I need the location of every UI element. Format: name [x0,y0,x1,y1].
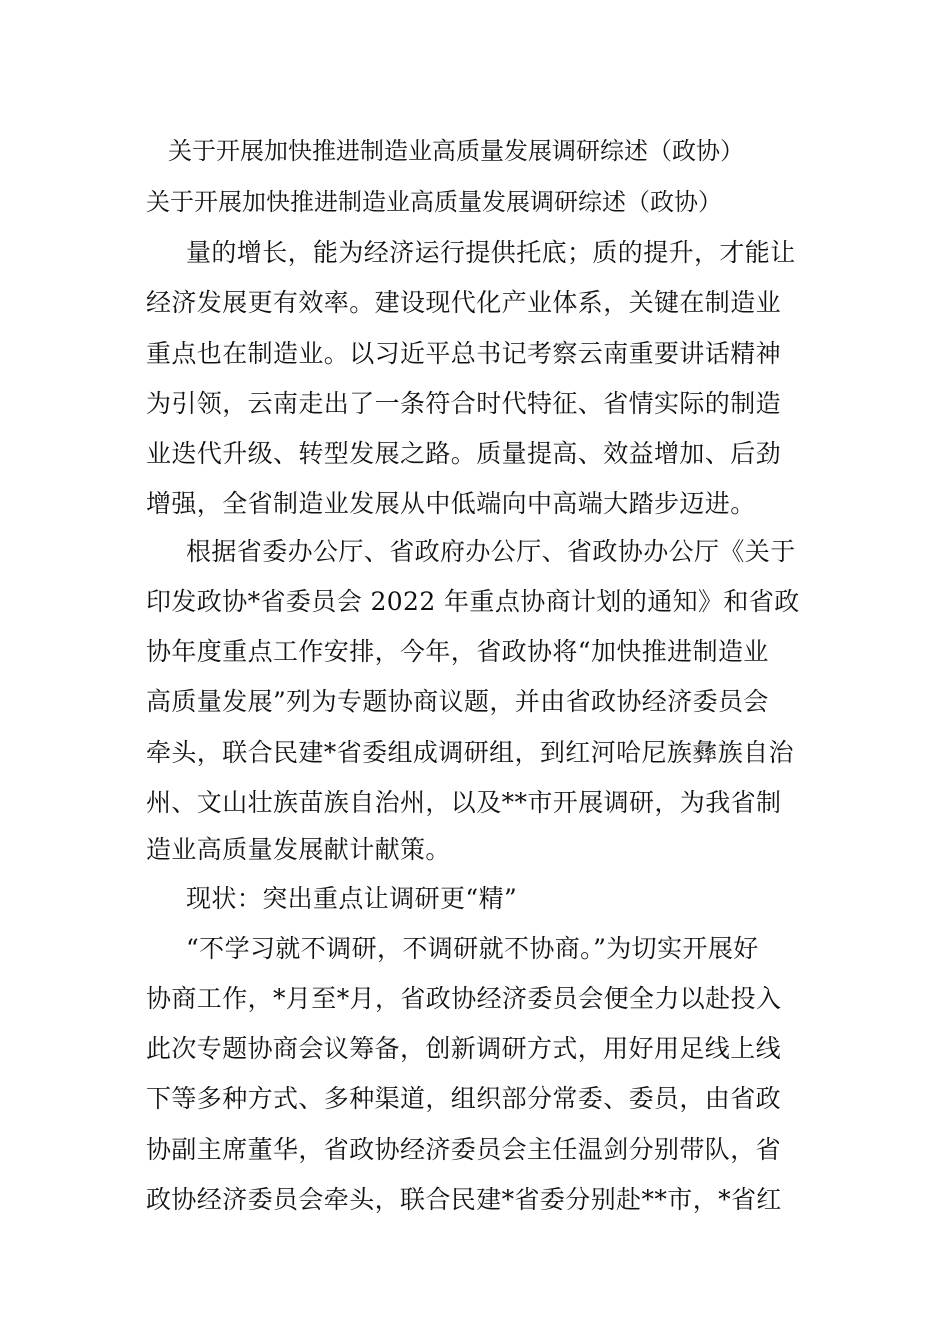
body-line-19: 协副主席董华，省政协经济委员会主任温剑分别带队，省 [146,1135,782,1164]
document-title: 关于开展加快推进制造业高质量发展调研综述（政协） [168,137,744,165]
body-line-2: 经济发展更有效率。建设现代化产业体系，关键在制造业 [146,288,782,317]
body-line-5: 业迭代升级、转型发展之路。质量提高、效益增加、后劲 [146,439,782,468]
body-line-15: “不学习就不调研，不调研就不协商。”为切实开展好 [186,934,759,963]
body-line-10: 高质量发展”列为专题协商议题，并由省政协经济委员会 [146,687,769,716]
body-line-7: 根据省委办公厅、省政府办公厅、省政协办公厅《关于 [186,537,796,566]
section-heading: 现状：突出重点让调研更“精” [186,884,518,913]
body-line-3: 重点也在制造业。以习近平总书记考察云南重要讲话精神 [146,339,782,368]
body-line-13: 造业高质量发展献计献策。 [146,835,451,864]
body-line-6: 增强，全省制造业发展从中低端向中高端大踏步迈进。 [146,489,756,518]
body-line-1: 量的增长，能为经济运行提供托底；质的提升，才能让 [186,238,796,267]
body-line-11: 牵头，联合民建*省委组成调研组，到红河哈尼族彝族自治 [146,738,794,767]
document-subtitle: 关于开展加快推进制造业高质量发展调研综述（政协） [146,188,722,216]
body-line-20: 政协经济委员会牵头，联合民建*省委分别赴**市，*省红 [146,1185,782,1214]
body-line-8: 印发政协*省委员会 2022 年重点协商计划的通知》和省政 [146,587,800,616]
body-line-16: 协商工作，*月至*月，省政协经济委员会便全力以赴投入 [146,984,782,1013]
body-line-18: 下等多种方式、多种渠道，组织部分常委、委员，由省政 [146,1084,782,1113]
body-line-17: 此次专题协商会议筹备，创新调研方式，用好用足线上线 [146,1034,782,1063]
body-line-4: 为引领，云南走出了一条符合时代特征、省情实际的制造 [146,389,782,418]
body-line-12: 州、文山壮族苗族自治州，以及**市开展调研，为我省制 [146,788,782,817]
body-line-9: 协年度重点工作安排，今年，省政协将“加快推进制造业 [146,637,769,666]
